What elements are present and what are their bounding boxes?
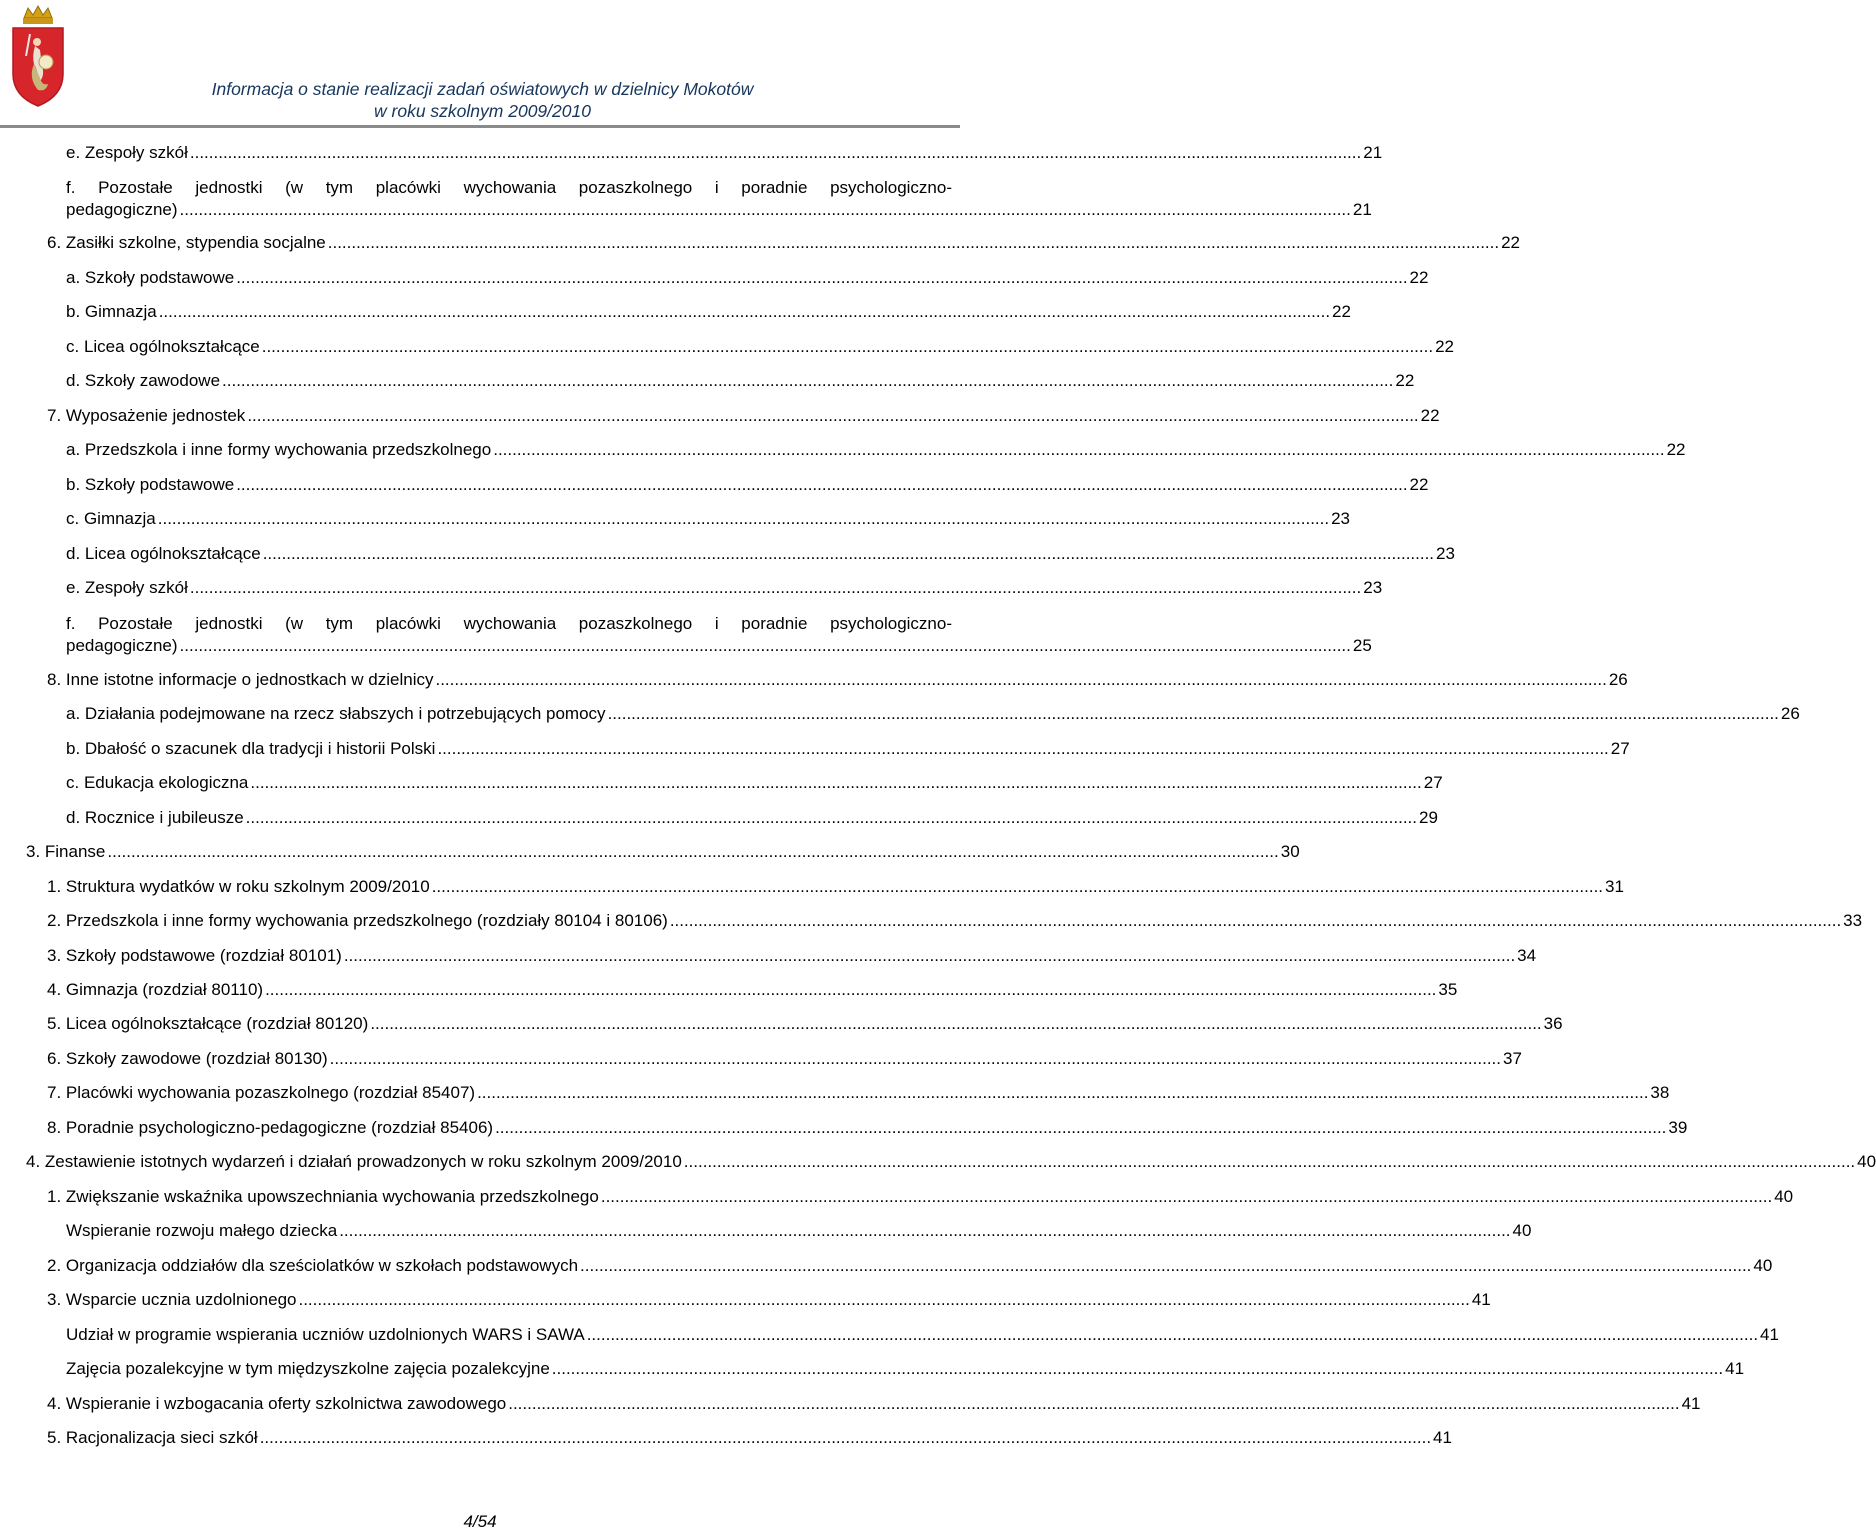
toc-entry-page: 27 — [1423, 773, 1443, 792]
toc-entry-page: 22 — [1395, 371, 1415, 390]
dot-leader — [190, 578, 1361, 598]
toc-entry-page: 21 — [1363, 143, 1383, 162]
toc-entry-page: 33 — [1843, 911, 1863, 930]
toc-entry-page: 22 — [1409, 268, 1429, 287]
toc-entry-label: 3. Szkoły podstawowe (rozdział 80101) — [47, 946, 342, 965]
dot-leader — [330, 1049, 1501, 1069]
dot-leader — [265, 980, 1436, 1000]
toc-entry[interactable] — [47, 1049, 1522, 1073]
toc-entry-page: 41 — [1433, 1428, 1452, 1447]
toc-entry-label: e. Zespoły szkół — [66, 143, 188, 162]
toc-entry-label: d. Licea ogólnokształcące — [66, 544, 261, 563]
dot-leader — [250, 773, 1421, 793]
toc-entry-page: 36 — [1543, 1014, 1563, 1033]
toc-entry[interactable] — [66, 509, 1351, 533]
toc-entry-label: f. Pozostałe jednostki (w tym placówki wychowania pozaszkolnego i poradnie psychologiczno- — [66, 614, 952, 633]
dot-leader — [495, 1118, 1666, 1138]
dot-leader — [236, 475, 1407, 495]
dot-leader — [587, 1325, 1758, 1345]
toc-entry-label: a. Szkoły podstawowe — [66, 268, 235, 287]
dot-leader — [477, 1083, 1648, 1103]
toc-entry[interactable] — [66, 1325, 1779, 1349]
toc-entry[interactable] — [47, 1187, 1794, 1211]
dot-leader — [180, 636, 1351, 656]
warsaw-coat-of-arms-icon — [10, 4, 66, 108]
dot-leader — [437, 739, 1608, 759]
toc-entry-label: 2. Organizacja oddziałów dla sześciolatków w szkołach podstawowych — [47, 1256, 579, 1275]
toc-entry-page: 39 — [1668, 1118, 1688, 1137]
toc-entry[interactable] — [47, 1428, 1452, 1452]
toc-entry[interactable] — [66, 143, 1383, 167]
toc-entry-page: 22 — [1435, 337, 1454, 356]
toc-entry-label: 3. Wsparcie ucznia uzdolnionego — [47, 1290, 297, 1309]
dot-leader — [180, 200, 1351, 220]
toc-entry-page: 40 — [1857, 1152, 1876, 1171]
toc-entry-page: 34 — [1517, 946, 1537, 965]
toc-entry-page: 35 — [1438, 980, 1458, 999]
dot-leader — [107, 842, 1278, 862]
toc-entry[interactable] — [66, 773, 1443, 797]
toc-entry-label: c. Edukacja ekologiczna — [66, 773, 249, 792]
toc-entry-label: 2. Przedszkola i inne formy wychowania przedszkolnego (rozdziały 80104 i 80106) — [47, 911, 668, 930]
dot-leader — [432, 877, 1603, 897]
toc-entry-label: d. Rocznice i jubileusze — [66, 808, 244, 827]
dot-leader — [344, 946, 1515, 966]
toc-entry-page: 29 — [1419, 808, 1438, 827]
toc-entry-page: 22 — [1501, 233, 1521, 252]
toc-entry-label: f. Pozostałe jednostki (w tym placówki wychowania pozaszkolnego i poradnie psychologiczno- — [66, 178, 952, 197]
toc-entry[interactable] — [66, 178, 1372, 220]
toc-entry[interactable] — [47, 233, 1521, 257]
toc-entry-label: 3. Finanse — [26, 842, 106, 861]
dot-leader — [263, 544, 1434, 564]
toc-entry[interactable] — [66, 808, 1438, 832]
toc-entry-page: 41 — [1760, 1325, 1779, 1344]
toc-entry[interactable] — [47, 1256, 1773, 1280]
toc-entry-page: 31 — [1605, 877, 1624, 896]
dot-leader — [601, 1187, 1772, 1207]
document-subtitle: w roku szkolnym 2009/2010 — [374, 101, 591, 121]
dot-leader — [247, 406, 1418, 426]
toc-entry-label: 1. Zwiększanie wskaźnika upowszechniania wychowania przedszkolnego — [47, 1187, 599, 1206]
toc-entry-page: 22 — [1420, 406, 1440, 425]
dot-leader — [339, 1221, 1510, 1241]
toc-entry-page: 23 — [1363, 578, 1383, 597]
toc-entry[interactable] — [66, 614, 1372, 656]
document-title: Informacja o stanie realizacji zadań oświatowych w dzielnicy Mokotów — [211, 79, 754, 99]
toc-entry-page: 22 — [1409, 475, 1429, 494]
dot-leader — [670, 911, 1841, 931]
toc-entry[interactable] — [66, 544, 1455, 568]
toc-entry[interactable] — [47, 670, 1628, 694]
toc-entry[interactable] — [47, 1014, 1563, 1038]
toc-entry-page: 41 — [1471, 1290, 1491, 1309]
toc-entry-label-continued: pedagogiczne) — [66, 636, 178, 655]
toc-entry[interactable] — [66, 704, 1800, 728]
dot-leader — [608, 704, 1779, 724]
toc-entry[interactable] — [47, 1394, 1701, 1418]
toc-entry-label: 5. Racjonalizacja sieci szkół — [47, 1428, 258, 1447]
toc-entry[interactable] — [66, 268, 1429, 292]
toc-entry-page: 41 — [1725, 1359, 1745, 1378]
toc-entry[interactable] — [26, 1152, 1876, 1176]
toc-entry-page: 23 — [1331, 509, 1351, 528]
dot-leader — [684, 1152, 1855, 1172]
toc-entry-label: b. Szkoły podstawowe — [66, 475, 235, 494]
toc-entry[interactable] — [47, 1290, 1491, 1314]
dot-leader — [159, 302, 1330, 322]
toc-entry-label: Wspieranie rozwoju małego dziecka — [66, 1221, 338, 1240]
toc-entry[interactable] — [47, 911, 1863, 935]
toc-entry-page: 21 — [1352, 200, 1372, 219]
toc-entry-label: b. Dbałość o szacunek dla tradycji i historii Polski — [66, 739, 436, 758]
toc-entry-label: 4. Zestawienie istotnych wydarzeń i działań prowadzonych w roku szkolnym 2009/2010 — [26, 1152, 682, 1171]
toc-entry[interactable] — [47, 946, 1537, 970]
toc-entry-page: 40 — [1753, 1256, 1773, 1275]
toc-entry-label: b. Gimnazja — [66, 302, 157, 321]
toc-entry-label: 8. Inne istotne informacje o jednostkach w dzielnicy — [47, 670, 434, 689]
dot-leader — [190, 143, 1361, 163]
dot-leader — [260, 1428, 1431, 1448]
toc-entry-page: 22 — [1666, 440, 1686, 459]
toc-entry-label: a. Działania podejmowane na rzecz słabszych i potrzebujących pomocy — [66, 704, 606, 723]
dot-leader — [435, 670, 1606, 690]
dot-leader — [262, 337, 1433, 357]
toc-entry-label: 6. Szkoły zawodowe (rozdział 80130) — [47, 1049, 328, 1068]
toc-entry-label: 1. Struktura wydatków w roku szkolnym 2009/2010 — [47, 877, 430, 896]
toc-entry-label: Zajęcia pozalekcyjne w tym międzyszkolne zajęcia pozalekcyjne — [66, 1359, 550, 1378]
toc-entry-label-continued: pedagogiczne) — [66, 200, 178, 219]
toc-entry[interactable] — [47, 980, 1458, 1004]
dot-leader — [493, 440, 1664, 460]
toc-entry[interactable] — [66, 440, 1686, 464]
toc-entry[interactable] — [26, 842, 1300, 866]
toc-entry[interactable] — [47, 406, 1440, 430]
toc-entry[interactable] — [47, 1083, 1670, 1107]
toc-entry[interactable] — [66, 302, 1351, 326]
toc-entry[interactable] — [47, 1118, 1688, 1142]
toc-entry[interactable] — [66, 371, 1415, 395]
toc-entry-label: 8. Poradnie psychologiczno-pedagogiczne (rozdział 85406) — [47, 1118, 494, 1137]
toc-entry[interactable] — [66, 739, 1630, 763]
toc-entry-page: 41 — [1681, 1394, 1701, 1413]
dot-leader — [222, 371, 1393, 391]
toc-entry-label: 4. Gimnazja (rozdział 80110) — [47, 980, 264, 999]
toc-entry-page: 26 — [1608, 670, 1628, 689]
dot-leader — [508, 1394, 1679, 1414]
toc-entry[interactable] — [66, 1221, 1532, 1245]
toc-entry-label: 7. Wyposażenie jednostek — [47, 406, 246, 425]
header-divider — [0, 125, 960, 128]
toc-entry-page: 30 — [1280, 842, 1300, 861]
toc-entry-label: Udział w programie wspierania uczniów uzdolnionych WARS i SAWA — [66, 1325, 585, 1344]
toc-entry-label: c. Gimnazja — [66, 509, 156, 528]
toc-entry-page: 40 — [1512, 1221, 1532, 1240]
toc-entry-page: 37 — [1503, 1049, 1522, 1068]
toc-entry-page: 40 — [1774, 1187, 1794, 1206]
toc-entry-label: 6. Zasiłki szkolne, stypendia socjalne — [47, 233, 326, 252]
toc-entry-page: 25 — [1352, 636, 1372, 655]
toc-entry-label: c. Licea ogólnokształcące — [66, 337, 260, 356]
dot-leader — [236, 268, 1407, 288]
toc-entry[interactable] — [66, 578, 1383, 602]
toc-entry-label: 7. Placówki wychowania pozaszkolnego (rozdział 85407) — [47, 1083, 476, 1102]
toc-entry-label: 4. Wspieranie i wzbogacania oferty szkolnictwa zawodowego — [47, 1394, 507, 1413]
toc-entry-label: e. Zespoły szkół — [66, 578, 188, 597]
dot-leader — [552, 1359, 1723, 1379]
dot-leader — [298, 1290, 1469, 1310]
toc-entry-page: 22 — [1332, 302, 1351, 321]
dot-leader — [580, 1256, 1751, 1276]
page-header — [0, 0, 960, 130]
toc-entry-label: d. Szkoły zawodowe — [66, 371, 221, 390]
toc-entry-label: a. Przedszkola i inne formy wychowania przedszkolnego — [66, 440, 492, 459]
dot-leader — [370, 1014, 1541, 1034]
dot-leader — [328, 233, 1499, 253]
toc-entry-page: 26 — [1780, 704, 1800, 723]
toc-entry[interactable] — [47, 877, 1624, 901]
page-number: 4/54 — [463, 1512, 497, 1531]
toc-entry[interactable] — [66, 1359, 1745, 1383]
toc-entry[interactable] — [66, 337, 1454, 361]
toc-entry-label: 5. Licea ogólnokształcące (rozdział 80120) — [47, 1014, 369, 1033]
dot-leader — [158, 509, 1329, 529]
toc-entry-page: 23 — [1436, 544, 1455, 563]
toc-entry-page: 27 — [1610, 739, 1630, 758]
toc-entry-page: 38 — [1650, 1083, 1670, 1102]
toc-entry[interactable] — [66, 475, 1429, 499]
dot-leader — [246, 808, 1417, 828]
